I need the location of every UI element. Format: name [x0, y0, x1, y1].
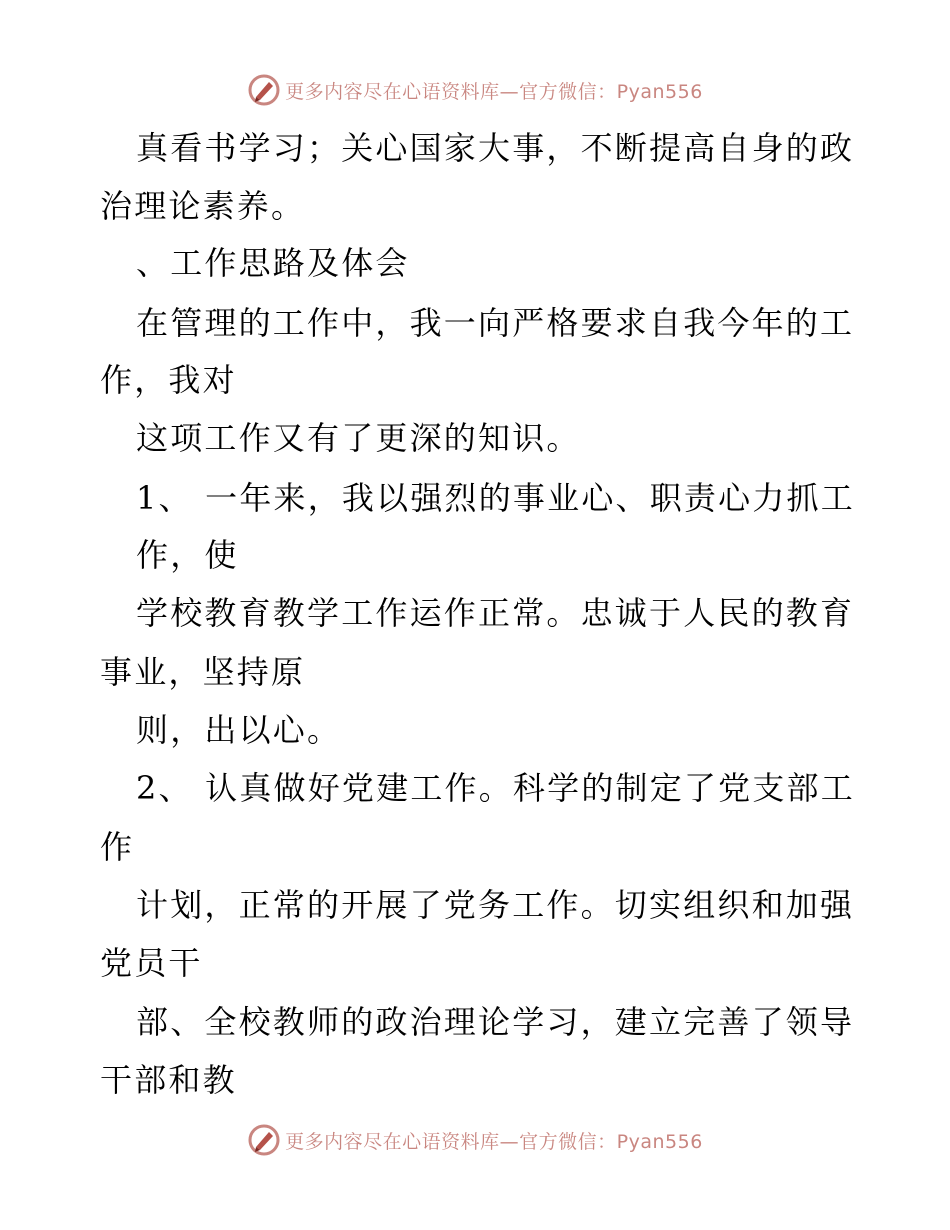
- text-line: 则，出以心。: [136, 711, 342, 749]
- text-line: 部、全校教师的政治理论学习，建立完善了领导: [136, 1003, 855, 1041]
- text-line: 真看书学习；关心国家大事，不断提高自身的政: [136, 129, 855, 167]
- text-line: 作，使: [136, 536, 239, 574]
- watermark-text: 更多内容尽在心语资料库—官方微信：Pyan556: [285, 80, 703, 103]
- text-line: 干部和教: [100, 1061, 237, 1099]
- text-line: 治理论素养。: [100, 187, 306, 225]
- list-item: 1、 一年来，我以强烈的事业心、职责心力抓工: [136, 479, 855, 517]
- text-line: 党员干: [100, 944, 203, 982]
- watermark-text: 更多内容尽在心语资料库—官方微信：Pyan556: [285, 1130, 703, 1153]
- text-line: 计划，正常的开展了党务工作。切实组织和加强: [136, 886, 855, 924]
- section-heading: 、工作思路及体会: [136, 244, 410, 282]
- pen-logo-icon: [247, 1123, 281, 1157]
- text-line: 这项工作又有了更深的知识。: [136, 419, 581, 457]
- text-line: 学校教育教学工作运作正常。忠诚于人民的教育: [136, 594, 855, 632]
- text-line: 在管理的工作中，我一向严格要求自我今年的工: [136, 304, 855, 342]
- footer-watermark: [0, 1122, 950, 1158]
- text-line: 作: [100, 828, 135, 866]
- text-line: 作，我对: [100, 361, 237, 399]
- text-line: 事业，坚持原: [100, 653, 306, 691]
- list-item: 2、 认真做好党建工作。科学的制定了党支部工: [136, 769, 855, 807]
